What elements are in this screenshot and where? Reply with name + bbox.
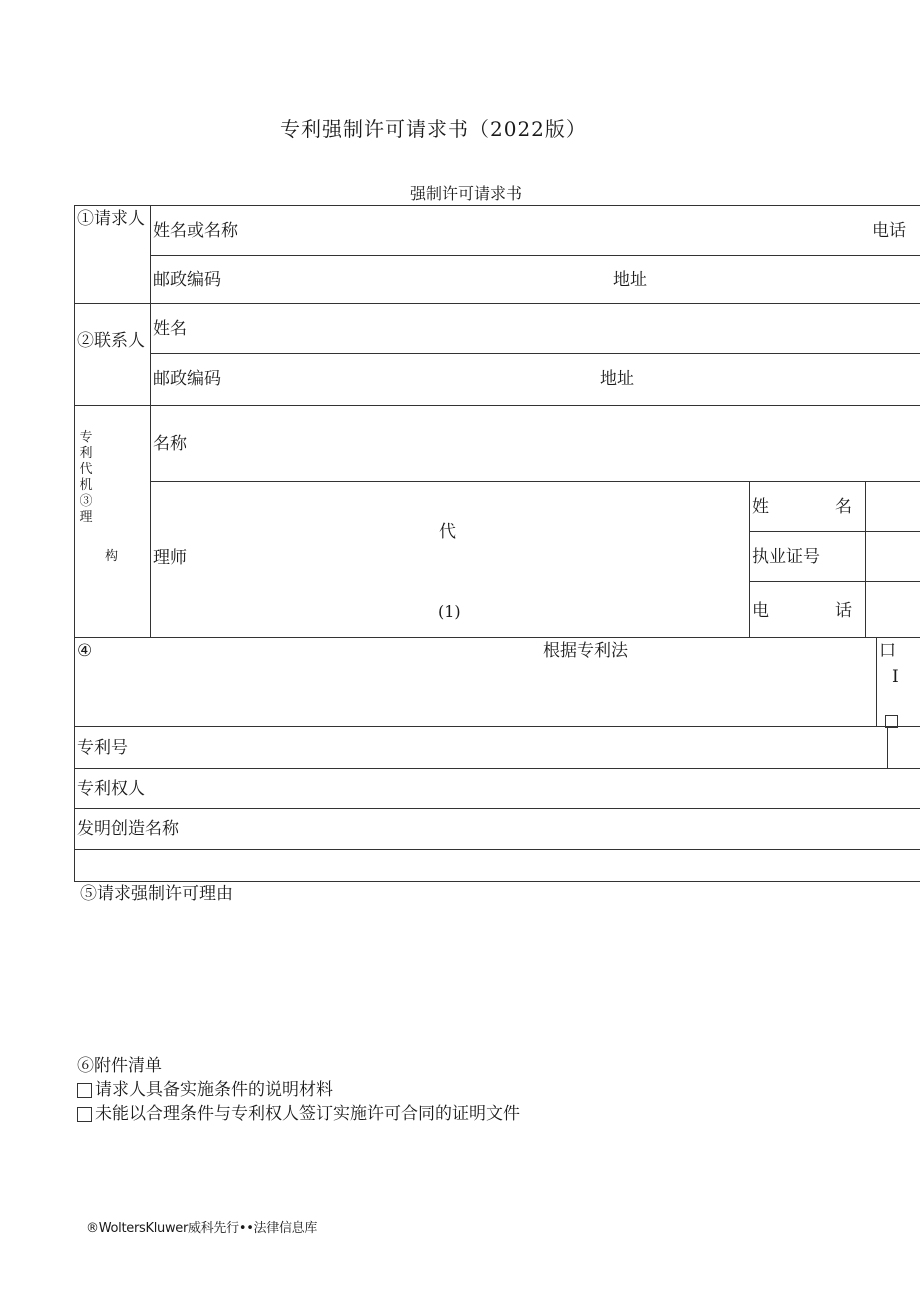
checkbox-icon[interactable] xyxy=(77,1083,92,1098)
agent-column-divider xyxy=(749,481,750,638)
side-column-divider xyxy=(876,637,877,727)
row-divider xyxy=(74,303,920,304)
row-divider xyxy=(74,768,920,769)
row-divider xyxy=(74,405,920,406)
row-divider xyxy=(74,726,920,727)
form-heading: 强制许可请求书 xyxy=(410,184,523,203)
table-border-left xyxy=(74,205,75,882)
patent-law-basis: 根据专利法 xyxy=(543,641,628,661)
agent-name-label: 姓 名 xyxy=(752,497,852,517)
agent-phone-label: 电 话 xyxy=(752,601,852,621)
table-border-top xyxy=(74,205,920,206)
section3-label: 专利代机③理 xyxy=(79,430,93,525)
applicant-address-label: 地址 xyxy=(613,270,647,290)
section3-label-tail: 构 xyxy=(105,549,119,564)
agent-char: 代 xyxy=(439,522,456,542)
row-divider xyxy=(150,481,920,482)
section5-label: ⑤请求强制许可理由 xyxy=(80,884,233,904)
checkbox-icon[interactable] xyxy=(77,1107,92,1122)
row-divider xyxy=(74,849,920,850)
row-divider xyxy=(749,531,920,532)
applicant-phone-label: 电话 xyxy=(872,221,906,241)
contact-postcode-label: 邮政编码 xyxy=(153,369,221,389)
contact-address-label: 地址 xyxy=(600,369,634,389)
label-column-divider xyxy=(150,205,151,638)
row-divider xyxy=(74,808,920,809)
table-border-bottom xyxy=(74,881,920,882)
agent-value-divider xyxy=(865,481,866,638)
attachment-item[interactable]: 请求人具备实施条件的说明材料 xyxy=(77,1079,333,1101)
footer-source: ®WoltersKluwer威科先行••法律信息库 xyxy=(86,1221,318,1236)
section1-label: ①请求人 xyxy=(77,209,145,229)
checkbox-icon[interactable] xyxy=(885,715,898,728)
section2-label: ②联系人 xyxy=(77,331,145,351)
row-divider xyxy=(150,353,920,354)
applicant-postcode-label: 邮政编码 xyxy=(153,270,221,290)
row-divider xyxy=(74,637,920,638)
agent-index: (1) xyxy=(438,602,461,621)
side-box-glyph: 口 xyxy=(879,641,896,661)
side-column-divider xyxy=(887,726,888,769)
applicant-name-label: 姓名或名称 xyxy=(153,221,238,241)
invention-name-label: 发明创造名称 xyxy=(77,819,179,839)
row-divider xyxy=(150,255,920,256)
patentee-label: 专利权人 xyxy=(77,779,145,799)
agent-license-label: 执业证号 xyxy=(752,547,820,567)
agent-label: 理师 xyxy=(153,548,187,568)
section6-label: ⑥附件清单 xyxy=(77,1056,162,1076)
row-divider xyxy=(749,581,920,582)
attachment-item[interactable]: 未能以合理条件与专利权人签订实施许可合同的证明文件 xyxy=(77,1103,520,1125)
document-title: 专利强制许可请求书（2022版） xyxy=(280,117,587,141)
side-mark: I xyxy=(892,667,899,687)
agency-name-label: 名称 xyxy=(153,434,187,454)
patent-number-label: 专利号 xyxy=(77,738,128,758)
contact-name-label: 姓名 xyxy=(153,319,187,339)
section4-label: ④ xyxy=(77,641,93,661)
